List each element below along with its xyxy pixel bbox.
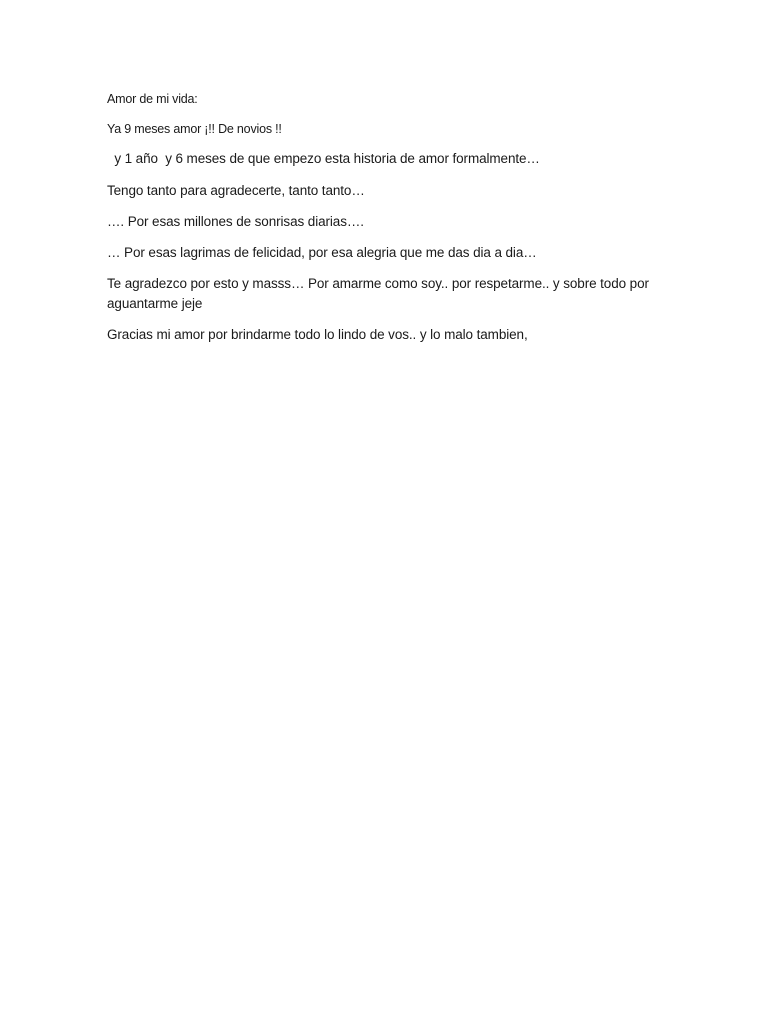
letter-paragraph: …. Por esas millones de sonrisas diarias…. — [107, 214, 364, 229]
letter-paragraph: Gracias mi amor por brindarme todo lo lindo de vos.. y lo malo tambien, — [107, 327, 528, 342]
letter-paragraph: Te agradezco por esto y masss… Por amarme como soy.. por respetarme.. y sobre todo por aguantarme jeje — [107, 276, 653, 311]
letter-paragraph: … Por esas lagrimas de felicidad, por esa alegria que me das dia a dia… — [107, 245, 537, 260]
letter-paragraph: Ya 9 meses amor ¡!! De novios !! — [107, 122, 282, 136]
letter-paragraph: Tengo tanto para agradecerte, tanto tanto… — [107, 183, 365, 198]
letter-paragraph: y 1 año y 6 meses de que empezo esta historia de amor formalmente… — [107, 151, 540, 166]
letter-greeting: Amor de mi vida: — [107, 92, 198, 106]
letter-body — [107, 90, 652, 345]
